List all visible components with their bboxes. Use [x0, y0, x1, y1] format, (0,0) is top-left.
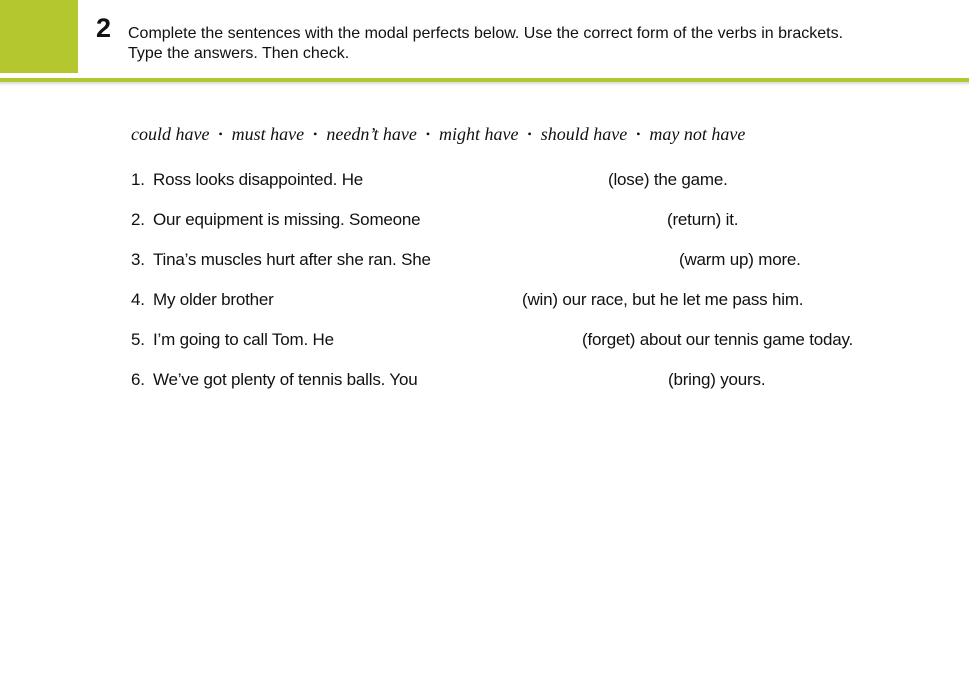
sentence-1 [131, 168, 931, 192]
sentence-number: 5. [131, 330, 145, 349]
word-bank-item: must have [231, 124, 305, 144]
sentence-number: 2. [131, 210, 145, 229]
exercise-number: 2 [96, 13, 112, 43]
sentence-number: 1. [131, 170, 145, 189]
accent-block [0, 0, 78, 73]
word-bank-item: may not have [649, 124, 746, 144]
sentence-end: (warm up) more. [679, 250, 801, 269]
sentence-3 [131, 248, 931, 272]
sentence-number: 3. [131, 250, 145, 269]
sentence-start: Our equipment is missing. Someone [153, 210, 421, 229]
word-bank-item: needn’t have [326, 124, 417, 144]
sentence-end: (bring) yours. [668, 370, 766, 389]
sentence-end: (lose) the game. [608, 170, 728, 189]
word-bank-item: should have [540, 124, 628, 144]
word-bank-item: could have [131, 124, 210, 144]
sentence-4 [131, 288, 931, 312]
header-divider-shadow [0, 82, 969, 86]
instruction-line-1: Complete the sentences with the modal perfects below. Use the correct form of the verbs in brackets. [128, 25, 844, 42]
sentence-start: I’m going to call Tom. He [153, 330, 334, 349]
sentence-start: Tina’s muscles hurt after she ran. She [153, 250, 431, 269]
exercise-header [0, 0, 969, 80]
word-bank-separator: • [425, 127, 431, 141]
word-bank-separator: • [313, 127, 318, 141]
sentence-number: 4. [131, 290, 145, 309]
word-bank [131, 122, 745, 148]
sentence-start: We’ve got plenty of tennis balls. You [153, 370, 418, 389]
sentence-end: (return) it. [667, 210, 739, 229]
instruction-line-2: Type the answers. Then check. [128, 45, 350, 62]
sentence-6 [131, 368, 931, 392]
word-bank-separator: • [527, 127, 532, 141]
sentence-end: (forget) about our tennis game today. [582, 330, 854, 349]
sentence-2 [131, 208, 931, 232]
word-bank-item: might have [439, 124, 519, 144]
sentence-number: 6. [131, 370, 145, 389]
word-bank-separator: • [218, 127, 223, 141]
sentence-5 [131, 328, 931, 352]
sentence-start: My older brother [153, 290, 274, 309]
sentence-end: (win) our race, but he let me pass him. [522, 290, 804, 309]
exercise-instruction [128, 24, 958, 64]
word-bank-separator: • [636, 127, 641, 141]
sentence-start: Ross looks disappointed. He [153, 170, 364, 189]
